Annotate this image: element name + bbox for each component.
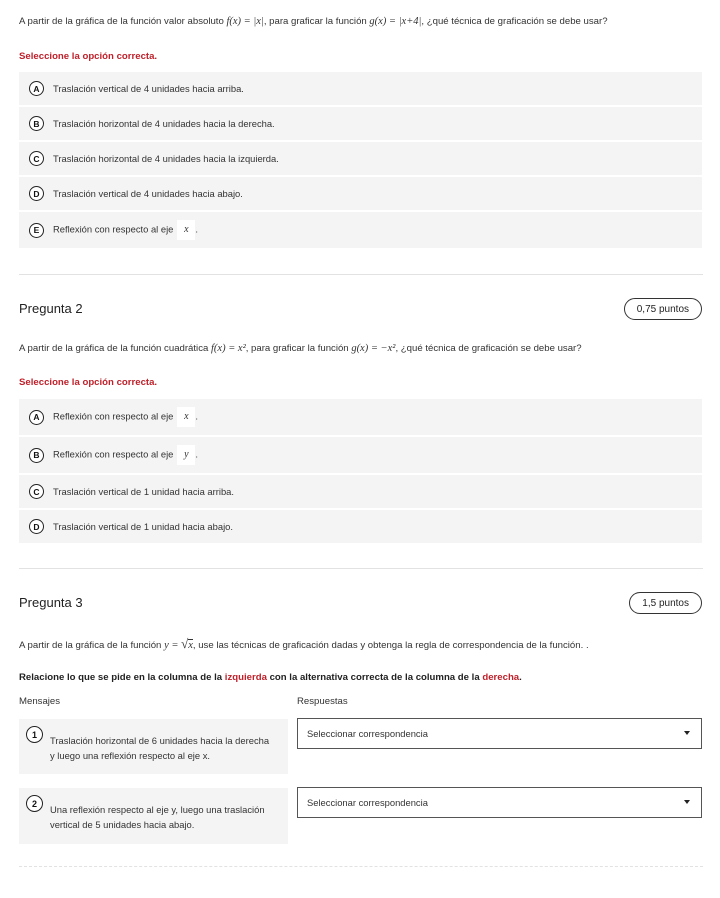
q1-g-expression: g(x) = |x+4| xyxy=(369,16,422,27)
option-text: Traslación horizontal de 4 unidades hacia la izquierda. xyxy=(53,153,279,164)
relate-text-1: Relacione lo que se pide en la columna de la xyxy=(19,672,225,683)
q1-option-a[interactable] xyxy=(19,72,702,105)
column-header-answers: Respuestas xyxy=(297,696,348,707)
math-variable: x xyxy=(177,220,195,240)
option-letter: D xyxy=(29,519,44,534)
q1-option-d[interactable] xyxy=(19,177,702,210)
relate-text-2: con la alternativa correcta de la columna de la xyxy=(266,672,483,683)
message-text: Traslación horizontal de 6 unidades hacia la derecha y luego una reflexión respecto al eje x. xyxy=(50,735,270,761)
option-letter: C xyxy=(29,484,44,499)
q3-message-2 xyxy=(19,788,288,844)
option-letter: C xyxy=(29,151,44,166)
dropdown-caret-icon xyxy=(684,800,690,804)
q3-f-expression xyxy=(164,636,193,651)
section-divider xyxy=(19,866,703,867)
option-letter: A xyxy=(29,410,44,425)
q2-g-expression: g(x) = −x² xyxy=(351,343,396,354)
option-letter: D xyxy=(29,186,44,201)
q2-option-a[interactable] xyxy=(19,399,702,435)
q2-text-after: , ¿qué técnica de graficación se debe usar? xyxy=(395,343,582,354)
option-text-main: Reflexión con respecto al eje xyxy=(53,223,174,235)
option-text xyxy=(53,445,198,465)
option-letter: B xyxy=(29,448,44,463)
q2-text-before: A partir de la gráfica de la función cuadrática xyxy=(19,343,211,354)
q3-title: Pregunta 3 xyxy=(19,595,83,610)
message-number: 1 xyxy=(26,726,43,743)
q3-select-2[interactable] xyxy=(297,787,702,818)
option-text-main: Reflexión con respecto al eje xyxy=(53,448,174,460)
q1-option-e[interactable] xyxy=(19,212,702,248)
q3-points-badge: 1,5 puntos xyxy=(629,592,702,614)
q3-text-after: , use las técnicas de graficación dadas y obtenga la regla de correspondencia de la función. . xyxy=(192,640,589,651)
option-text: Traslación vertical de 1 unidad hacia arriba. xyxy=(53,486,234,497)
sqrt-icon: √ xyxy=(181,636,189,651)
q2-f-expression: f(x) = x² xyxy=(211,343,246,354)
q3-message-1 xyxy=(19,719,288,774)
q1-option-c[interactable] xyxy=(19,142,702,175)
option-suffix: . xyxy=(195,410,198,422)
relate-left-word: izquierda xyxy=(224,672,267,683)
message-number: 2 xyxy=(26,795,43,812)
q1-text-before: A partir de la gráfica de la función valor absoluto xyxy=(19,16,227,27)
option-text: Traslación vertical de 4 unidades hacia abajo. xyxy=(53,188,243,199)
q1-question-text xyxy=(19,16,608,27)
q3-question-text xyxy=(19,636,589,652)
q2-option-b[interactable] xyxy=(19,437,702,473)
q3-text-before: A partir de la gráfica de la función xyxy=(19,640,165,651)
q1-option-b[interactable] xyxy=(19,107,702,140)
q3-f-lhs: y = xyxy=(164,640,182,651)
select-value: Seleccionar correspondencia xyxy=(307,797,428,808)
option-text: Traslación vertical de 4 unidades hacia arriba. xyxy=(53,83,244,94)
q1-select-label: Seleccione la opción correcta. xyxy=(19,51,158,62)
option-letter: E xyxy=(29,223,44,238)
option-letter: B xyxy=(29,116,44,131)
relate-right-word: derecha xyxy=(482,672,520,683)
option-text-main: Reflexión con respecto al eje xyxy=(53,410,174,422)
math-variable: y xyxy=(177,445,195,465)
section-divider xyxy=(19,568,703,569)
option-text xyxy=(53,407,198,427)
option-suffix: . xyxy=(195,223,198,235)
math-variable: x xyxy=(177,407,195,427)
q2-option-c[interactable] xyxy=(19,475,702,508)
q2-question-text xyxy=(19,343,582,354)
option-text: Traslación horizontal de 4 unidades hacia la derecha. xyxy=(53,118,275,129)
option-letter: A xyxy=(29,81,44,96)
q3-select-1[interactable] xyxy=(297,718,702,749)
q1-text-after: , ¿qué técnica de graficación se debe usar? xyxy=(421,16,608,27)
relate-text-3: . xyxy=(519,672,522,683)
message-text: Una reflexión respecto al eje y, luego una traslación vertical de 5 unidades hacia abajo. xyxy=(50,804,265,830)
q2-option-d[interactable] xyxy=(19,510,702,543)
q1-text-mid: , para graficar la función xyxy=(263,16,370,27)
option-text: Traslación vertical de 1 unidad hacia abajo. xyxy=(53,521,233,532)
q2-text-mid: , para graficar la función xyxy=(245,343,352,354)
section-divider xyxy=(19,274,703,275)
q2-select-label: Seleccione la opción correcta. xyxy=(19,377,158,388)
q3-f-radicand: x xyxy=(188,640,193,651)
column-header-messages: Mensajes xyxy=(19,696,61,707)
select-value: Seleccionar correspondencia xyxy=(307,728,428,739)
q1-f-expression: f(x) = |x| xyxy=(226,16,264,27)
option-text xyxy=(53,220,198,240)
q3-instructions xyxy=(19,672,522,683)
q2-title: Pregunta 2 xyxy=(19,301,83,316)
dropdown-caret-icon xyxy=(684,731,690,735)
option-suffix: . xyxy=(195,448,198,460)
q2-points-badge: 0,75 puntos xyxy=(624,298,702,320)
